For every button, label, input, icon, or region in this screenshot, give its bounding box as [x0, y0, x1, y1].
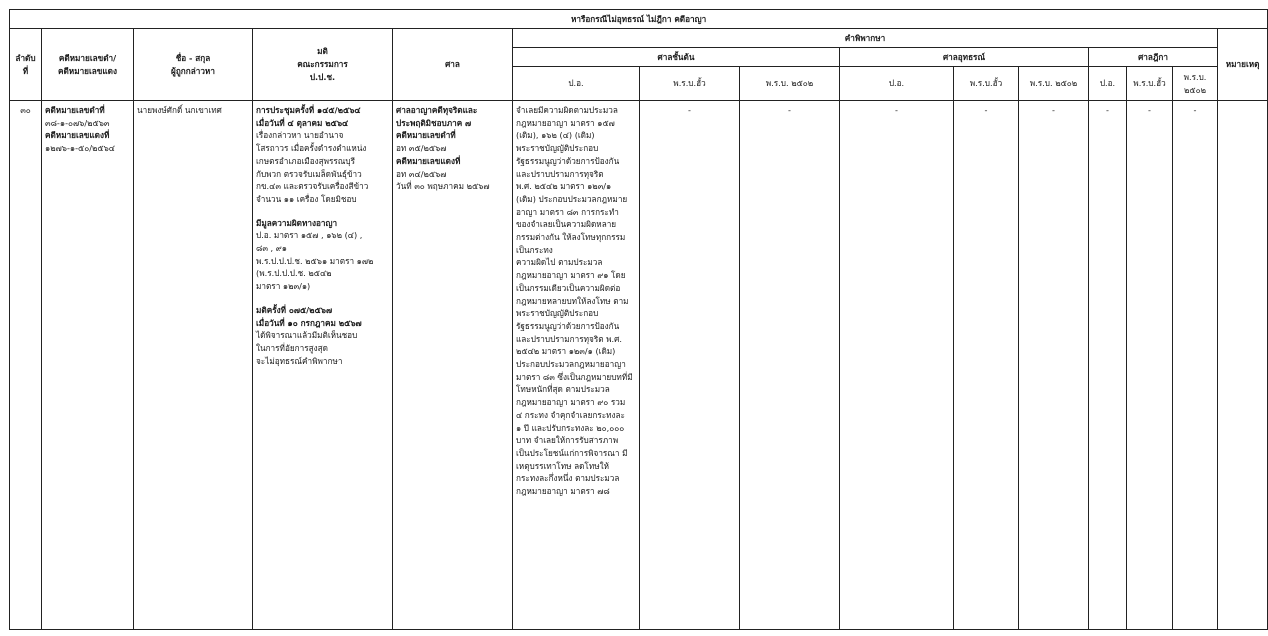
judgment-line: ๒๕๔๒ มาตรา ๑๒๓/๑ (เดิม)	[516, 346, 616, 357]
resolution-line: กับพวก ตรวจรับเมล็ดพันธุ์ข้าว	[256, 168, 362, 179]
table-row	[10, 101, 1268, 630]
court-line: คดีหมายเลขแดงที่	[396, 155, 461, 166]
court-line: ประพฤติมิชอบภาค ๗	[396, 117, 472, 128]
header-first-po: ป.อ.	[513, 67, 640, 101]
header-appeal-prb-2502: พ.ร.บ. ๒๕๐๒	[1019, 67, 1089, 101]
header-case: คดีหมายเลขดำ/ คดีหมายเลขแดง	[42, 29, 134, 101]
judgment-line: รัฐธรรมนูญว่าด้วยการป้องกัน	[516, 320, 620, 331]
resolution-line	[256, 293, 389, 304]
case-table	[9, 9, 1268, 630]
resolution-line: พ.ร.ป.ป.ป.ช. ๒๕๖๑ มาตรา ๑๗๒	[256, 255, 374, 266]
judgment-line: กฎหมายอาญา มาตรา ๗๘	[516, 486, 610, 497]
header-court-first: ศาลชั้นต้น	[513, 48, 840, 67]
judgment-line: อาญา มาตรา ๘๓ การกระทำ	[516, 206, 619, 217]
resolution-line: ในการที่อัยการสูงสุด	[256, 342, 328, 353]
judgment-line: และปราบปรามการทุจริต พ.ศ.	[516, 333, 622, 344]
judgment-line: (เดิม) ประกอบประมวลกฎหมาย	[516, 193, 628, 204]
court-line: คดีหมายเลขดำที่	[396, 130, 456, 141]
resolution-line: กข.๔๓ และตรวจรับเครื่องสีข้าว	[256, 181, 369, 192]
judgment-line: พระราชบัญญัติประกอบ	[516, 143, 599, 154]
court-line: อท ๓๔/๒๕๖๗	[396, 168, 447, 179]
row-appeal-prb-old: -	[954, 101, 1019, 630]
row-court	[393, 101, 513, 630]
row-number: ๓๐	[10, 101, 42, 630]
header-name: ชื่อ - สกุล ผู้ถูกกล่าวหา	[134, 29, 253, 101]
judgment-line: ประกอบประมวลกฎหมายอาญา	[516, 359, 626, 370]
judgment-line: มาตรา ๘๓ ซึ่งเป็นกฎหมายบทที่มี	[516, 371, 633, 382]
judgment-line: กฎหมายอาญา มาตรา ๙๐ รวม	[516, 397, 626, 408]
case-number-line: คดีหมายเลขดำที่	[45, 105, 105, 115]
judgment-line: กระทงละกึ่งหนึ่ง ตามประมวล	[516, 473, 620, 484]
row-supreme-prb-2502: -	[1173, 101, 1218, 630]
judgment-line: จำเลยมีความผิดตามประมวล	[516, 105, 618, 115]
row-case-numbers	[42, 101, 134, 630]
resolution-line: เรื่องกล่าวหา นายอำนาจ	[256, 130, 344, 141]
case-number-line: คดีหมายเลขแดงที่	[45, 130, 110, 141]
row-appeal-po: -	[840, 101, 954, 630]
resolution-line: เกษตรอำเภอเมืองสุพรรณบุรี	[256, 155, 355, 166]
judgment-line: เป็นประโยชน์แก่การพิจารณา มี	[516, 447, 628, 458]
row-judgment-text	[513, 101, 640, 630]
judgment-line: (เดิม), ๑๖๒ (๔) (เดิม)	[516, 130, 595, 141]
resolution-line: ๘๓ , ๙๑	[256, 243, 287, 254]
table-title: หารือกรณีไม่อุทธรณ์ ไม่ฎีกา คดีอาญา	[10, 10, 1268, 29]
resolution-line: มติครั้งที่ ๐๗๕/๒๕๖๗	[256, 304, 333, 315]
judgment-line: บาท จำเลยให้การรับสารภาพ	[516, 435, 619, 446]
resolution-line: มาตรา ๑๒๓/๑)	[256, 281, 311, 292]
header-no: ลำดับ ที่	[10, 29, 42, 101]
judgment-line: เป็นกระทง	[516, 244, 553, 255]
judgment-line: กฎหมายอาญา มาตรา ๑๕๗	[516, 117, 615, 128]
row-first-prb-old: -	[640, 101, 740, 630]
resolution-line: (พ.ร.ป.ป.ป.ช. ๒๕๔๒	[256, 268, 332, 279]
resolution-line: โสรถาวร เมื่อครั้งดำรงตำแหน่ง	[256, 143, 367, 154]
row-appeal-prb-2502: -	[1019, 101, 1089, 630]
header-appeal-po: ป.อ.	[840, 67, 954, 101]
case-number-line: ๑๒๗๖-๑-๕๐/๒๕๖๔	[45, 143, 115, 154]
resolution-line: การประชุมครั้งที่ ๑๔๕/๒๕๖๔	[256, 105, 361, 115]
judgment-line: เหตุบรรเทาโทษ ลดโทษให้	[516, 460, 610, 471]
row-supreme-prb-old: -	[1127, 101, 1173, 630]
judgment-line: เป็นกรรมเดียวเป็นความผิดต่อ	[516, 282, 621, 293]
court-line: อท ๓๕/๒๕๖๗	[396, 143, 447, 154]
judgment-line: ความผิดไป ตามประมวล	[516, 257, 603, 268]
judgment-line: โทษหนักที่สุด ตามประมวล	[516, 384, 610, 395]
header-court: ศาล	[393, 29, 513, 101]
header-court-supreme: ศาลฎีกา	[1089, 48, 1218, 67]
resolution-line: มีมูลความผิดทางอาญา	[256, 217, 338, 228]
judgment-line: ๑ ปี และปรับกระทงละ ๒๐,๐๐๐	[516, 422, 625, 433]
header-supreme-prb-2502: พ.ร.บ. ๒๕๐๒	[1173, 67, 1218, 101]
judgment-line: พ.ศ. ๒๕๔๒ มาตรา ๑๒๓/๑	[516, 181, 612, 192]
header-remark: หมายเหตุ	[1218, 29, 1268, 101]
judgment-line: รัฐธรรมนูญว่าด้วยการป้องกัน	[516, 155, 620, 166]
judgment-line: ของจำเลยเป็นความผิดหลาย	[516, 219, 617, 230]
court-line: ศาลอาญาคดีทุจริตและ	[396, 105, 478, 115]
resolution-line: จะไม่อุทธรณ์คำพิพากษา	[256, 355, 343, 366]
resolution-line: ได้พิจารณาแล้วมีมติเห็นชอบ	[256, 330, 358, 341]
row-remark	[1218, 101, 1268, 630]
row-first-prb-2502: -	[740, 101, 840, 630]
judgment-line: และปราบปรามการทุจริต	[516, 168, 604, 179]
judgment-line: กฎหมายหลายบทให้ลงโทษ ตาม	[516, 295, 629, 306]
resolution-line	[256, 206, 389, 217]
case-number-line: ๓๘-๑-๐๗๖/๒๕๖๓	[45, 117, 110, 128]
header-first-prb-2502: พ.ร.บ. ๒๕๐๒	[740, 67, 840, 101]
judgment-line: ๔ กระทง จำคุกจำเลยกระทงละ	[516, 409, 625, 420]
judgment-line: พระราชบัญญัติประกอบ	[516, 308, 599, 319]
row-supreme-po: -	[1089, 101, 1127, 630]
resolution-line: เมื่อวันที่ ๑๐ กรกฎาคม ๒๕๖๗	[256, 317, 362, 328]
resolution-line: ป.อ. มาตรา ๑๕๗ , ๑๖๒ (๔) ,	[256, 230, 363, 241]
header-court-appeal: ศาลอุทธรณ์	[840, 48, 1089, 67]
resolution-line: เมื่อวันที่ ๔ ตุลาคม ๒๕๖๔	[256, 117, 349, 128]
header-first-prb-old: พ.ร.บ.ฮั้ว	[640, 67, 740, 101]
court-line: วันที่ ๓๐ พฤษภาคม ๒๕๖๗	[396, 181, 490, 192]
header-supreme-prb-old: พ.ร.บ.ฮั้ว	[1127, 67, 1173, 101]
judgment-line: กรรมต่างกัน ให้ลงโทษทุกกรรม	[516, 232, 626, 243]
header-judgment: คำพิพากษา	[513, 29, 1218, 48]
header-appeal-prb-old: พ.ร.บ.ฮั้ว	[954, 67, 1019, 101]
header-supreme-po: ป.อ.	[1089, 67, 1127, 101]
row-accused-name: นายพงษ์ศักดิ์ นกเขาเทศ	[134, 101, 253, 630]
resolution-line: จำนวน ๑๑ เครื่อง โดยมิชอบ	[256, 193, 357, 204]
judgment-line: กฎหมายอาญา มาตรา ๙๑ โดย	[516, 270, 626, 281]
header-resolution: มติ คณะกรรมการ ป.ป.ช.	[253, 29, 393, 101]
row-resolution	[253, 101, 393, 630]
